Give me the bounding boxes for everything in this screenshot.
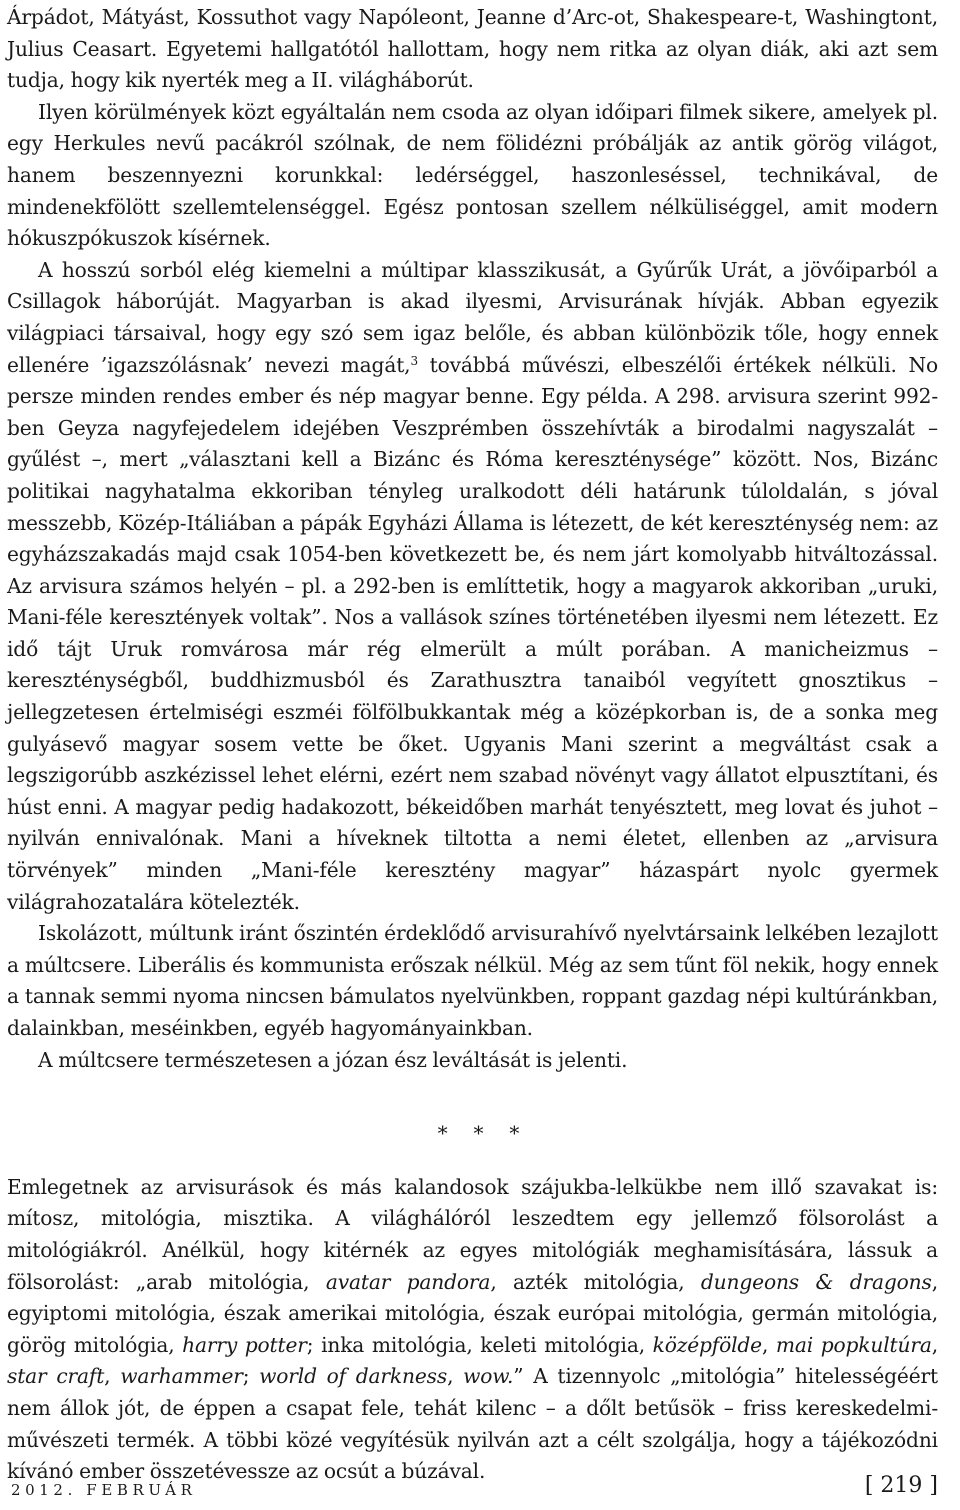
footnote-ref: 3 bbox=[410, 353, 418, 368]
paragraph-arvisura-part-1: A hosszú sorból elég kiemelni a múltipar klasszikusát, a Gyűrűk Urát, a jövőiparból a Csillagok háborúját. Magyarban is akad ilyesmi, Arvisurának hívják. Abban egyezik világpiaci társaival, hogy egy szó sem igaz belőle, és abban különbözik tőle, hogy ennek ellenére ’igazszólásnak’ nevezi magát, bbox=[7, 257, 938, 377]
text-run: , egyiptomi mitológia, észak amerikai mitológia, észak európai mitológia, germán mitológia, görög mitológia, bbox=[7, 1269, 938, 1357]
paragraph-jozan-esz: A múltcsere természetesen a józan ész leváltását is jelenti. bbox=[38, 1047, 628, 1072]
italic-term: warhammer bbox=[120, 1364, 243, 1389]
italic-term: world of darkness bbox=[259, 1364, 448, 1389]
text-run: ” A tizennyolc „mitológia” hitelességéért nem állok jót, de éppen a csapat fele, tehát kilenc – a dőlt betűsök – friss kereskedelmi-művészeti termék. A többi közé vegyítésük nyilván azt a célt szolgálja, hogy a tájékozódni kívánó ember összetévessze az ocsút a búzával. bbox=[7, 1364, 938, 1484]
paragraph-multcsere: Iskolázott, múltunk iránt őszintén érdeklődő arvisurahívő nyelvtársaink lelkében lezajlott a múltcsere. Liberális és kommunista erőszak nélkül. Még az sem tűnt föl nekik, hogy ennek a tannak semmi nyoma nincsen bámulatos nyelvünkben, roppant gazdag népi kultúránkban, dalainkban, meséinkben, egyéb hagyományainkban. bbox=[7, 921, 938, 1040]
text-run: Emlegetnek az arvisurások és más kalandosok szájukba-lelkükbe nem illő szavakat is: mítosz, mitológia, misztika. A világhálóról leszedtem egy jellemző fölsorolást a mitológiákról. Anélkül, hogy kitérnék az egyes mitológiák meghamisítására, lássuk a fölsorolást: „arab mitológia, bbox=[7, 1174, 938, 1294]
text-run: , bbox=[447, 1364, 464, 1389]
text-run: ; inka mitológia, keleti mitológia, bbox=[306, 1332, 653, 1357]
italic-term: wow. bbox=[463, 1364, 514, 1389]
section-separator: * * * bbox=[437, 1121, 530, 1146]
article-page bbox=[7, 2, 938, 1488]
italic-term: star craft bbox=[7, 1364, 105, 1389]
paragraph-arvisura-part-2: továbbá művészi, elbeszélői értékek nélküli. No persze minden rendes ember és nép magyar benne. Egy példa. A 298. arvisura szerint 992-ben Geyza nagyfejedelem idejében Veszprémben összehívták a birodalmi nagyszalát – gyűlést –, mert „választani kell a Bizánc és Róma kereszténysége” között. Nos, Bizánc politikai nagyhatalma ekkoriban tényleg uralkodott déli határunk túloldalán, s jóval messzebb, Közép-Itáliában a pápák Egyházi Állama is létezett, de két kereszténység nem: az egyházszakadás majd csak 1054-ben következett be, és nem járt komolyabb hitváltozással. Az arvisura számos helyén – pl. a 292-ben is említtetik, hogy a magyarok akkoriban „uruki, Mani-féle keresztények voltak”. Nos a vallások színes történetében ilyesmi nem létezett. Ez idő tájt Uruk romvárosa már rég elmerült a múlt porában. A manicheizmus – kereszténységből, buddhizmusból és Zarathusztra tanaiból vegyített gnosztikus – jellegzetesen értelmiségi eszméi fölfölbukkantak még a középkorban is, de a sonka meg gulyásevő magyar sosem vette be őket. Ugyanis Mani szerint a megváltást csak a legszigorúbb aszkézissel lehet elérni, ezért nem szabad növényt vagy állatot elpusztítani, és húst enni. A magyar pedig hadakozott, békeidőben marhát tenyésztett, meg lovat és juhot – nyilván ennivalónak. Mani a híveknek tiltotta a nemi életet, ellenben az „arvisura törvények” minden „Mani-féle keresztény magyar” házaspárt nyolc gyermek világrahozatalára kötelezték. bbox=[7, 352, 938, 914]
paragraph-mitologia bbox=[7, 1172, 938, 1488]
text-run: , azték mitológia, bbox=[490, 1269, 701, 1294]
page-number: [ 219 ] bbox=[864, 1473, 938, 1498]
text-run: , bbox=[104, 1364, 121, 1389]
paragraph-intro: Árpádot, Mátyást, Kossuthot vagy Napóleont, Jeanne d’Arc-ot, Shakespeare-t, Washingtont, Julius Ceasart. Egyetemi hallgatótól hallottam, hogy nem ritka az olyan diák, aki azt sem tudja, hogy kik nyerték meg a II. világháborút. bbox=[7, 5, 938, 93]
italic-term: harry potter bbox=[182, 1332, 307, 1357]
italic-term: mai popkultúra bbox=[775, 1332, 932, 1357]
article-body bbox=[7, 2, 938, 1488]
italic-term: avatar pandora bbox=[325, 1269, 491, 1294]
italic-term: középfölde bbox=[652, 1332, 762, 1357]
text-run: , bbox=[761, 1332, 776, 1357]
italic-term: dungeons & dragons bbox=[700, 1269, 932, 1294]
issue-date: 2012. FEBRUÁR bbox=[11, 1481, 197, 1499]
paragraph-arvisura bbox=[7, 255, 938, 918]
text-run: , bbox=[931, 1332, 938, 1357]
paragraph-idoipar: Ilyen körülmények közt egyáltalán nem csoda az olyan időipari filmek sikere, amelyek pl. egy Herkules nevű pacákról szólnak, de nem fölidézni próbálják az antik görög világot, hanem beszennyezni korunkkal: ledérséggel, haszonleséssel, technikával, de mindenekfölött szellemtelenséggel. Egész pontosan szellem nélküliséggel, amit modern hókuszpókuszok kísérnek. bbox=[7, 99, 938, 251]
text-run: ; bbox=[242, 1364, 260, 1389]
